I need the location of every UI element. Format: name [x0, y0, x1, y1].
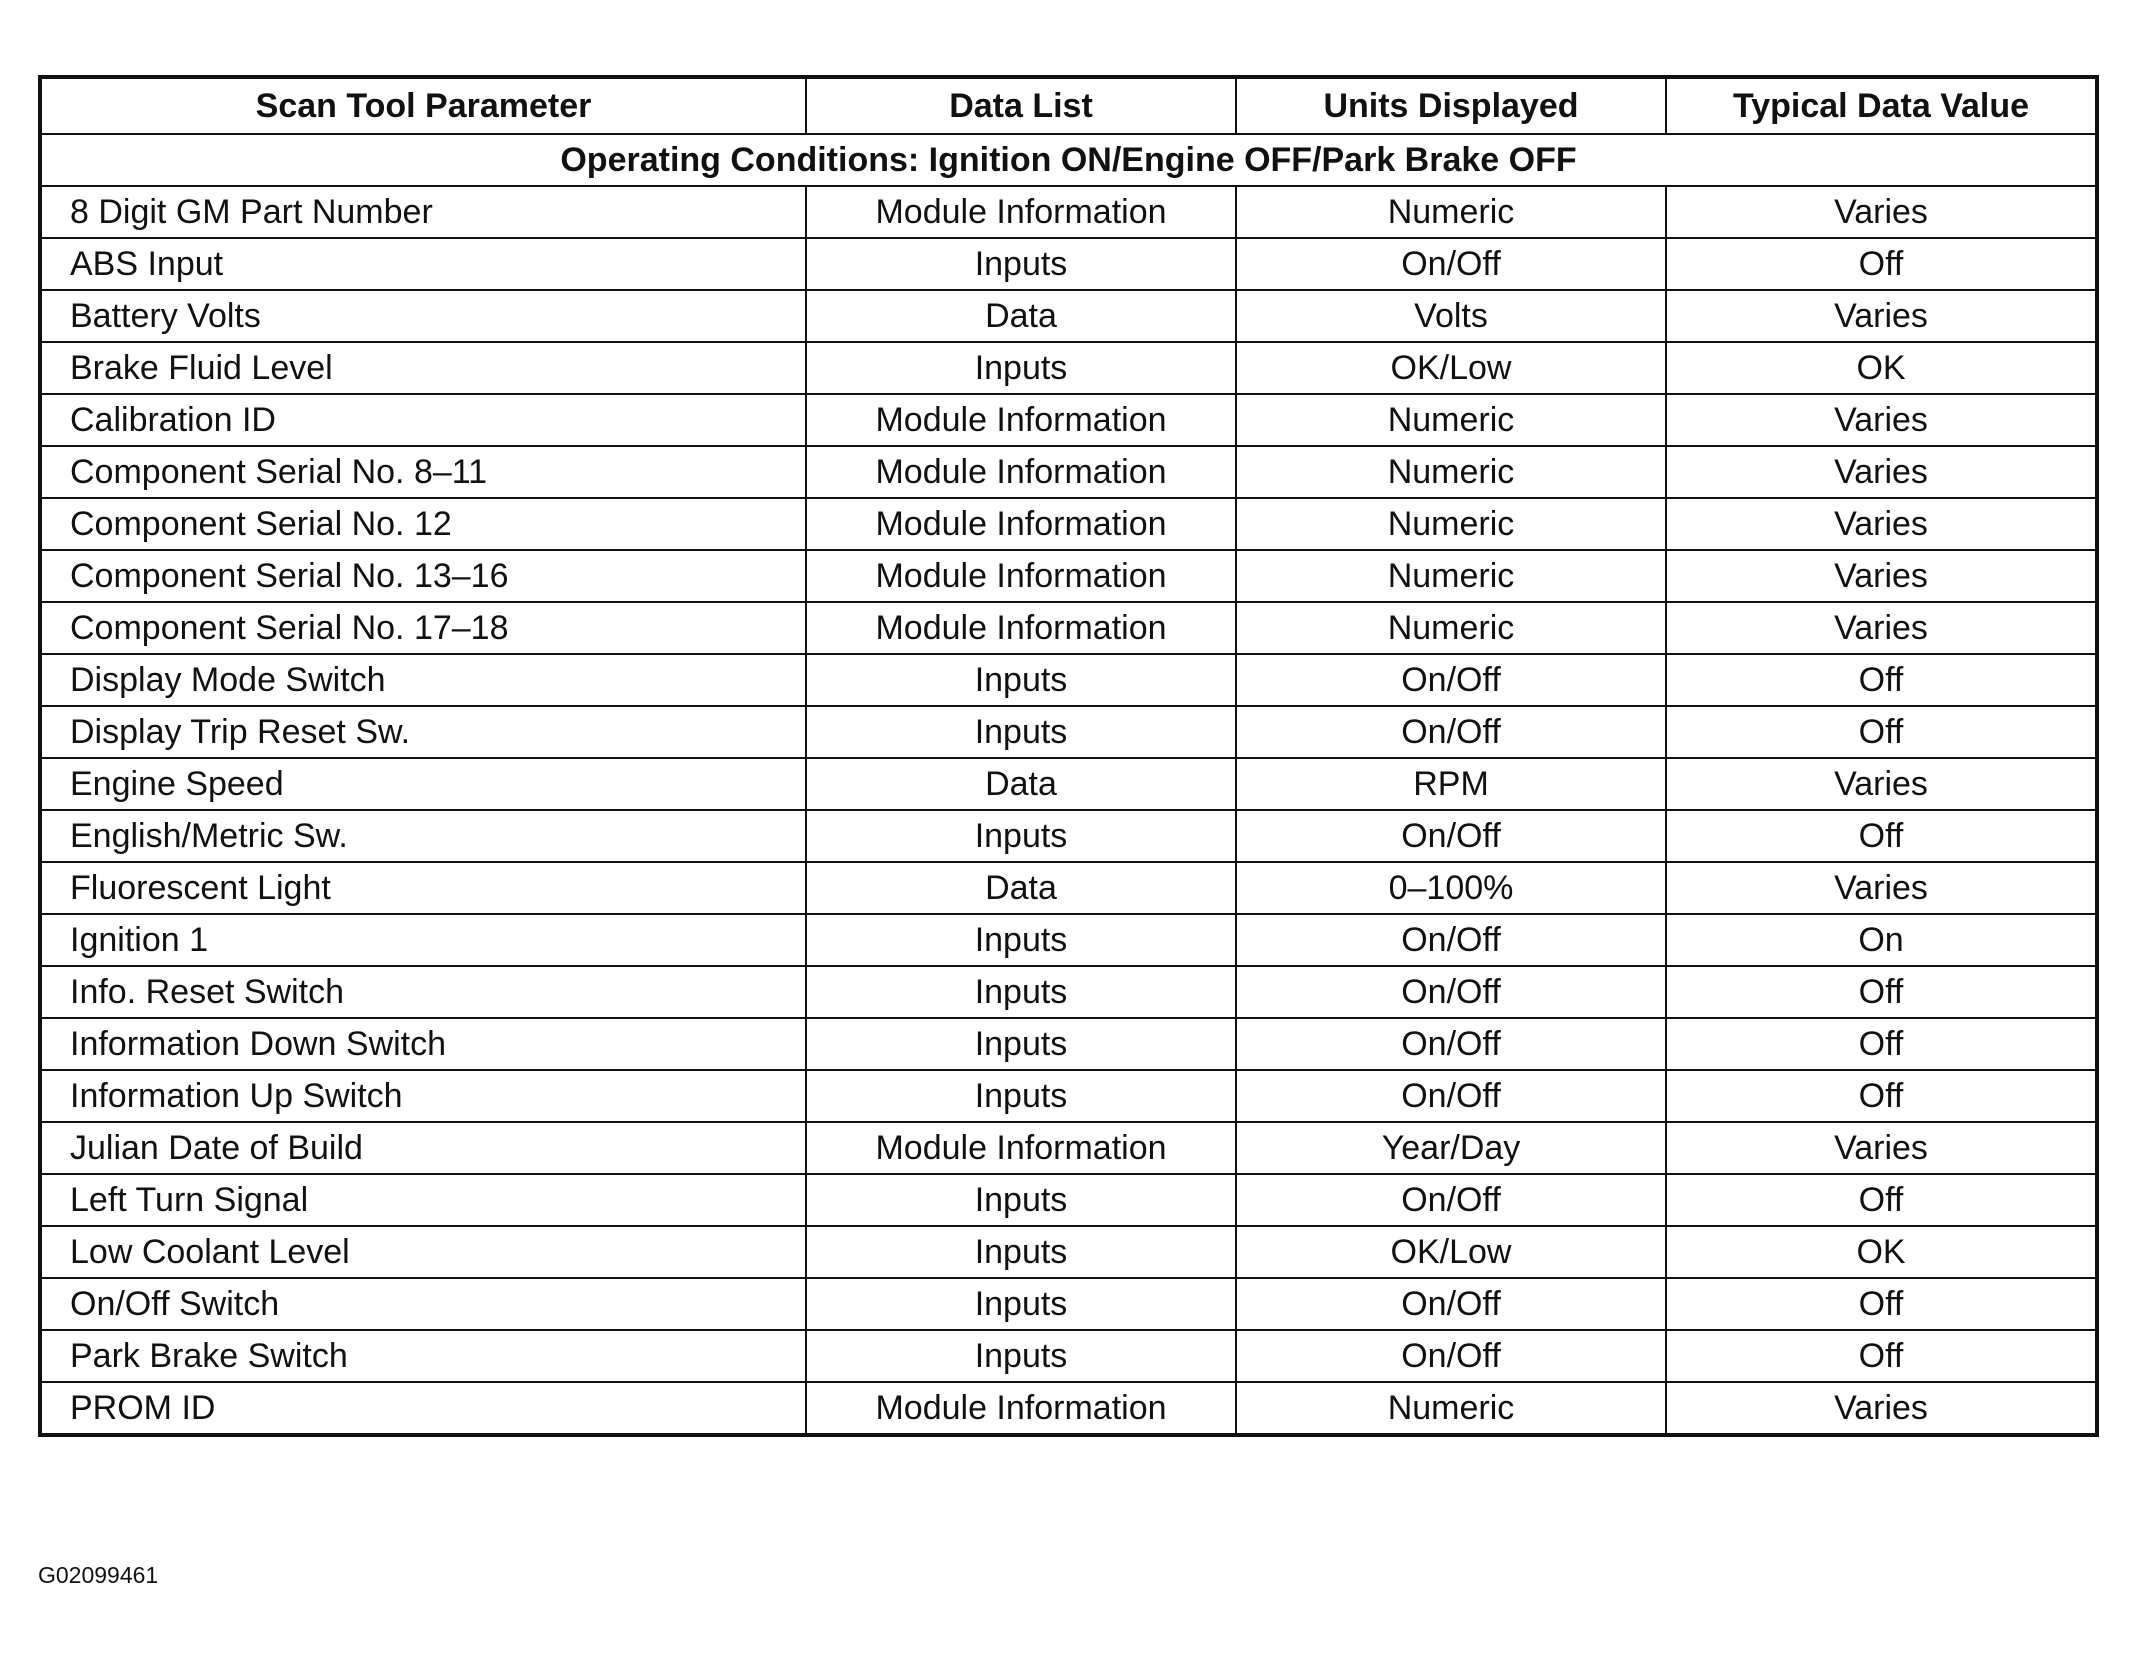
typical-value-cell: Varies — [1666, 1122, 2097, 1174]
header-typical-data-value: Typical Data Value — [1666, 77, 2097, 134]
typical-value-cell: Off — [1666, 1070, 2097, 1122]
typical-value-cell: Varies — [1666, 1382, 2097, 1435]
parameter-cell: Fluorescent Light — [40, 862, 806, 914]
table-row — [40, 862, 2097, 914]
units-cell: On/Off — [1236, 810, 1666, 862]
table-row — [40, 1122, 2097, 1174]
data-list-cell: Inputs — [806, 1174, 1236, 1226]
table-row — [40, 446, 2097, 498]
data-list-cell: Inputs — [806, 810, 1236, 862]
data-list-cell: Module Information — [806, 602, 1236, 654]
table-row — [40, 1278, 2097, 1330]
table-row — [40, 1018, 2097, 1070]
parameter-cell: 8 Digit GM Part Number — [40, 186, 806, 238]
data-list-cell: Module Information — [806, 186, 1236, 238]
units-cell: OK/Low — [1236, 342, 1666, 394]
data-list-cell: Inputs — [806, 1018, 1236, 1070]
typical-value-cell: Varies — [1666, 290, 2097, 342]
typical-value-cell: Varies — [1666, 758, 2097, 810]
table-row — [40, 1226, 2097, 1278]
table-row — [40, 394, 2097, 446]
parameter-cell: Left Turn Signal — [40, 1174, 806, 1226]
typical-value-cell: Varies — [1666, 394, 2097, 446]
parameter-cell: On/Off Switch — [40, 1278, 806, 1330]
data-list-cell: Data — [806, 862, 1236, 914]
units-cell: Numeric — [1236, 1382, 1666, 1435]
data-list-cell: Inputs — [806, 706, 1236, 758]
units-cell: Numeric — [1236, 498, 1666, 550]
parameter-cell: Component Serial No. 13–16 — [40, 550, 806, 602]
parameter-cell: Brake Fluid Level — [40, 342, 806, 394]
units-cell: Volts — [1236, 290, 1666, 342]
units-cell: On/Off — [1236, 1278, 1666, 1330]
typical-value-cell: OK — [1666, 342, 2097, 394]
table-row — [40, 1174, 2097, 1226]
parameter-cell: Component Serial No. 8–11 — [40, 446, 806, 498]
typical-value-cell: Off — [1666, 1018, 2097, 1070]
parameter-cell: Info. Reset Switch — [40, 966, 806, 1018]
header-units-displayed: Units Displayed — [1236, 77, 1666, 134]
units-cell: On/Off — [1236, 914, 1666, 966]
data-list-cell: Data — [806, 758, 1236, 810]
data-list-cell: Module Information — [806, 446, 1236, 498]
typical-value-cell: Off — [1666, 966, 2097, 1018]
typical-value-cell: Varies — [1666, 446, 2097, 498]
header-data-list: Data List — [806, 77, 1236, 134]
data-list-cell: Module Information — [806, 394, 1236, 446]
table-row — [40, 238, 2097, 290]
data-list-cell: Inputs — [806, 238, 1236, 290]
parameter-cell: Information Down Switch — [40, 1018, 806, 1070]
typical-value-cell: Varies — [1666, 862, 2097, 914]
table-row — [40, 290, 2097, 342]
data-list-cell: Inputs — [806, 342, 1236, 394]
units-cell: On/Off — [1236, 238, 1666, 290]
data-list-cell: Module Information — [806, 498, 1236, 550]
parameter-cell: Component Serial No. 12 — [40, 498, 806, 550]
units-cell: 0–100% — [1236, 862, 1666, 914]
table-row — [40, 1382, 2097, 1435]
units-cell: Numeric — [1236, 602, 1666, 654]
parameter-cell: Park Brake Switch — [40, 1330, 806, 1382]
data-list-cell: Inputs — [806, 966, 1236, 1018]
parameter-cell: English/Metric Sw. — [40, 810, 806, 862]
units-cell: Numeric — [1236, 446, 1666, 498]
table-row — [40, 1330, 2097, 1382]
table-row — [40, 758, 2097, 810]
data-list-cell: Inputs — [806, 1278, 1236, 1330]
operating-conditions-title: Operating Conditions: Ignition ON/Engine OFF/Park Brake OFF — [40, 134, 2097, 186]
header-scan-tool-parameter: Scan Tool Parameter — [40, 77, 806, 134]
units-cell: Numeric — [1236, 394, 1666, 446]
table-row — [40, 810, 2097, 862]
parameter-cell: Component Serial No. 17–18 — [40, 602, 806, 654]
units-cell: On/Off — [1236, 1330, 1666, 1382]
data-list-cell: Inputs — [806, 914, 1236, 966]
units-cell: On/Off — [1236, 654, 1666, 706]
table-row — [40, 914, 2097, 966]
header-row — [40, 77, 2097, 134]
data-list-cell: Module Information — [806, 550, 1236, 602]
parameter-cell: Ignition 1 — [40, 914, 806, 966]
typical-value-cell: Varies — [1666, 186, 2097, 238]
parameter-cell: Display Trip Reset Sw. — [40, 706, 806, 758]
parameter-cell: PROM ID — [40, 1382, 806, 1435]
typical-value-cell: Off — [1666, 810, 2097, 862]
parameter-cell: Engine Speed — [40, 758, 806, 810]
typical-value-cell: Off — [1666, 1278, 2097, 1330]
typical-value-cell: Off — [1666, 1174, 2097, 1226]
section-row — [40, 134, 2097, 186]
table-row — [40, 498, 2097, 550]
units-cell: On/Off — [1236, 1174, 1666, 1226]
typical-value-cell: Off — [1666, 1330, 2097, 1382]
units-cell: RPM — [1236, 758, 1666, 810]
table-row — [40, 602, 2097, 654]
typical-value-cell: Varies — [1666, 602, 2097, 654]
table-row — [40, 654, 2097, 706]
units-cell: Numeric — [1236, 186, 1666, 238]
units-cell: On/Off — [1236, 966, 1666, 1018]
typical-value-cell: Off — [1666, 706, 2097, 758]
units-cell: On/Off — [1236, 1070, 1666, 1122]
typical-value-cell: Off — [1666, 238, 2097, 290]
parameter-cell: ABS Input — [40, 238, 806, 290]
table-row — [40, 550, 2097, 602]
data-list-cell: Inputs — [806, 1070, 1236, 1122]
parameter-cell: Julian Date of Build — [40, 1122, 806, 1174]
parameter-cell: Information Up Switch — [40, 1070, 806, 1122]
parameter-cell: Low Coolant Level — [40, 1226, 806, 1278]
typical-value-cell: OK — [1666, 1226, 2097, 1278]
scan-tool-data-table — [38, 75, 2099, 1437]
table-row — [40, 186, 2097, 238]
units-cell: Year/Day — [1236, 1122, 1666, 1174]
typical-value-cell: On — [1666, 914, 2097, 966]
typical-value-cell: Off — [1666, 654, 2097, 706]
parameter-cell: Display Mode Switch — [40, 654, 806, 706]
units-cell: OK/Low — [1236, 1226, 1666, 1278]
table-row — [40, 706, 2097, 758]
parameter-cell: Calibration ID — [40, 394, 806, 446]
units-cell: Numeric — [1236, 550, 1666, 602]
data-list-cell: Inputs — [806, 1330, 1236, 1382]
typical-value-cell: Varies — [1666, 550, 2097, 602]
table-row — [40, 342, 2097, 394]
units-cell: On/Off — [1236, 1018, 1666, 1070]
figure-id: G02099461 — [38, 1562, 159, 1588]
data-list-cell: Module Information — [806, 1122, 1236, 1174]
data-list-cell: Module Information — [806, 1382, 1236, 1435]
typical-value-cell: Varies — [1666, 498, 2097, 550]
data-list-cell: Inputs — [806, 654, 1236, 706]
data-list-cell: Inputs — [806, 1226, 1236, 1278]
table-row — [40, 1070, 2097, 1122]
table-row — [40, 966, 2097, 1018]
data-list-cell: Data — [806, 290, 1236, 342]
parameter-cell: Battery Volts — [40, 290, 806, 342]
units-cell: On/Off — [1236, 706, 1666, 758]
